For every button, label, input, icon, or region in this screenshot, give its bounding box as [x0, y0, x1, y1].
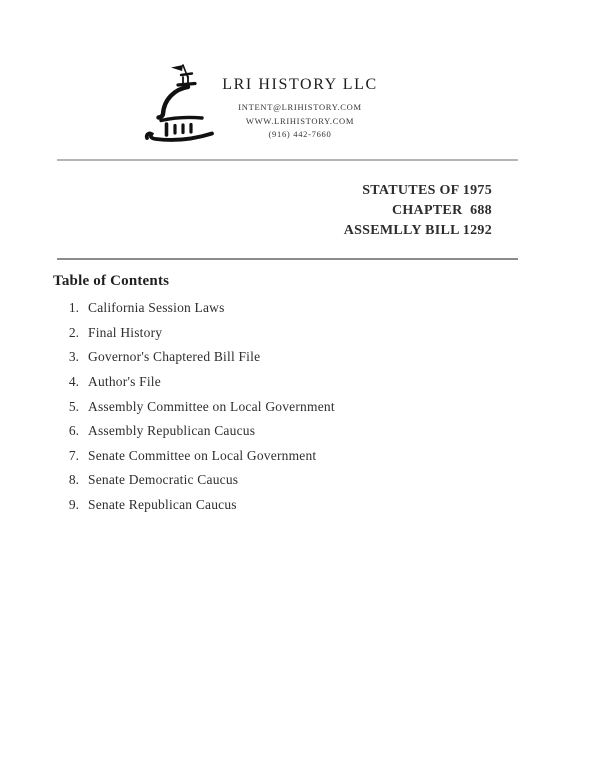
statute-reference — [344, 181, 492, 241]
toc-item — [0, 419, 600, 444]
toc-item-number: 8. — [68, 472, 79, 488]
toc-item-number: 1. — [68, 300, 79, 316]
toc-item-label: Governor's Chaptered Bill File — [88, 349, 261, 365]
toc-item — [0, 468, 600, 493]
company-email: INTENT@LRIHISTORY.COM — [238, 102, 362, 112]
toc-item-number: 7. — [68, 447, 79, 463]
assembly-bill-line: ASSEMLLY BILL 1292 — [343, 223, 492, 238]
company-phone: (916) 442-7660 — [268, 129, 332, 139]
toc-list — [0, 296, 600, 517]
toc-item-label: California Session Laws — [88, 300, 225, 316]
toc-item-label: Senate Democratic Caucus — [88, 472, 239, 488]
toc-item-label: Senate Committee on Local Government — [88, 447, 317, 463]
divider-top — [57, 159, 518, 161]
company-name: LRI HISTORY LLC — [222, 76, 378, 93]
toc-item-label: Senate Republican Caucus — [88, 497, 237, 513]
toc-item — [0, 345, 600, 370]
toc-item — [0, 444, 600, 469]
toc-item-label: Author's File — [88, 374, 161, 390]
statutes-year-line: STATUTES OF 1975 — [362, 183, 492, 198]
toc-item — [0, 321, 600, 346]
toc-item-number: 2. — [68, 324, 79, 340]
toc-item-label: Assembly Committee on Local Government — [88, 398, 335, 414]
toc-item — [0, 493, 600, 518]
company-website: WWW.LRIHISTORY.COM — [245, 115, 355, 126]
toc-item-number: 6. — [68, 423, 79, 439]
toc-item — [0, 394, 600, 419]
toc-item-number: 5. — [68, 398, 79, 414]
toc-item-label: Final History — [88, 324, 163, 340]
divider-bottom — [57, 258, 518, 260]
toc-item — [0, 296, 600, 321]
toc-item-number: 9. — [68, 497, 79, 513]
toc-title: Table of Contents — [53, 273, 170, 289]
letterhead — [0, 76, 600, 142]
toc-item-number: 3. — [68, 349, 79, 365]
toc-item — [0, 370, 600, 395]
toc-item-number: 4. — [68, 374, 79, 390]
chapter-line: CHAPTER 688 — [391, 203, 492, 218]
toc-item-label: Assembly Republican Caucus — [88, 423, 256, 439]
